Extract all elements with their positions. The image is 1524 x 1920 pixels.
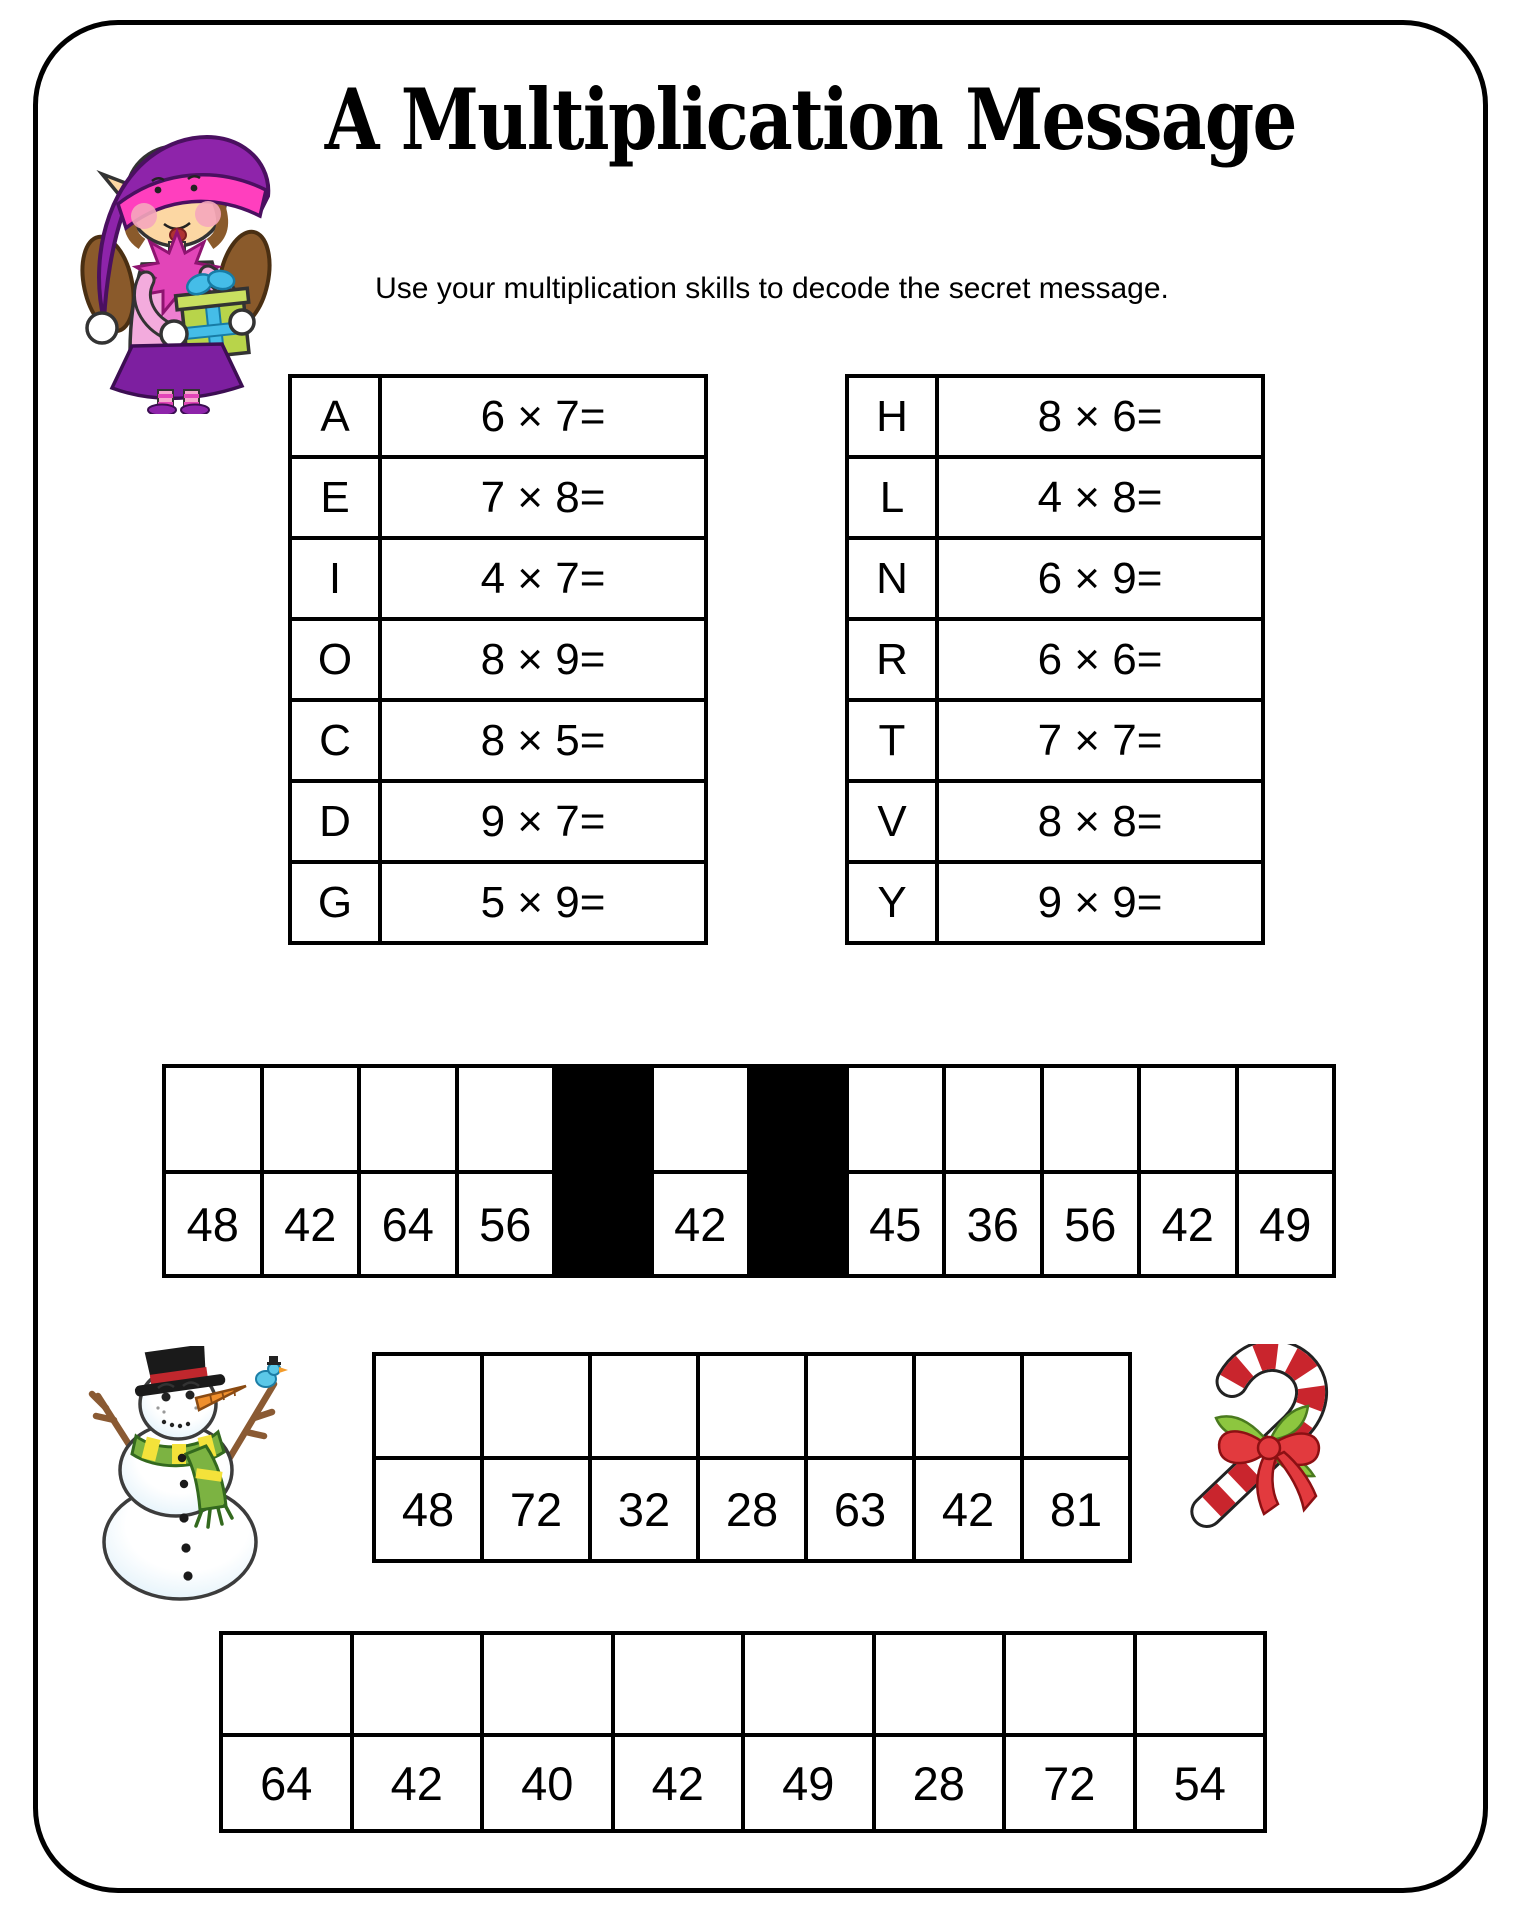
clue-number: 63 xyxy=(806,1458,914,1561)
clue-number: 28 xyxy=(874,1735,1005,1831)
legend-row xyxy=(290,538,706,619)
candy-cane-icon xyxy=(1172,1344,1367,1549)
legend-letter: O xyxy=(290,619,380,700)
legend-row xyxy=(847,538,1263,619)
clue-number: 48 xyxy=(374,1458,482,1561)
answer-cell[interactable] xyxy=(482,1633,613,1735)
legend-row xyxy=(290,862,706,943)
bird-icon xyxy=(256,1356,288,1387)
elf-mitten-left xyxy=(161,321,187,347)
answer-cell[interactable] xyxy=(590,1354,698,1458)
clue-number: 56 xyxy=(457,1172,555,1276)
worksheet-title: A Multiplication Message xyxy=(324,70,1296,169)
legend-expression: 6 × 6= xyxy=(937,619,1263,700)
answer-cell[interactable] xyxy=(482,1354,590,1458)
legend-row xyxy=(847,457,1263,538)
answer-cell[interactable] xyxy=(1042,1066,1140,1172)
clue-number: 81 xyxy=(1022,1458,1130,1561)
legend-letter: G xyxy=(290,862,380,943)
legend-row xyxy=(290,376,706,457)
legend-row xyxy=(847,781,1263,862)
answer-cell[interactable] xyxy=(698,1354,806,1458)
legend-letter: Y xyxy=(847,862,937,943)
legend-letter: C xyxy=(290,700,380,781)
legend-letter: L xyxy=(847,457,937,538)
answer-cell[interactable] xyxy=(457,1066,555,1172)
elf-skirt xyxy=(112,344,242,398)
word-separator-cell xyxy=(554,1066,652,1276)
answer-cell[interactable] xyxy=(806,1354,914,1458)
legend-letter: A xyxy=(290,376,380,457)
clue-number: 45 xyxy=(847,1172,945,1276)
answer-cell[interactable] xyxy=(1022,1354,1130,1458)
legend-expression: 8 × 9= xyxy=(380,619,706,700)
legend-row xyxy=(847,700,1263,781)
legend-letter: D xyxy=(290,781,380,862)
clue-number: 54 xyxy=(1135,1735,1266,1831)
clue-number: 28 xyxy=(698,1458,806,1561)
answer-grid-line1 xyxy=(162,1064,1336,1278)
clue-number: 40 xyxy=(482,1735,613,1831)
answer-cell[interactable] xyxy=(874,1633,1005,1735)
legend-expression: 6 × 7= xyxy=(380,376,706,457)
clue-number: 32 xyxy=(590,1458,698,1561)
answer-cell[interactable] xyxy=(221,1633,352,1735)
legend-letter: V xyxy=(847,781,937,862)
answer-cell[interactable] xyxy=(359,1066,457,1172)
answer-cell[interactable] xyxy=(743,1633,874,1735)
legend-letter: H xyxy=(847,376,937,457)
word-separator-cell xyxy=(749,1066,847,1276)
legend-expression: 8 × 5= xyxy=(380,700,706,781)
legend-table-right xyxy=(845,374,1265,945)
clue-number: 42 xyxy=(352,1735,483,1831)
legend-expression: 4 × 8= xyxy=(937,457,1263,538)
answer-cell[interactable] xyxy=(1135,1633,1266,1735)
legend-row xyxy=(847,619,1263,700)
answer-grid-line3 xyxy=(219,1631,1267,1833)
answer-cell[interactable] xyxy=(1237,1066,1335,1172)
clue-number: 42 xyxy=(613,1735,744,1831)
answer-cell[interactable] xyxy=(374,1354,482,1458)
clue-number: 42 xyxy=(914,1458,1022,1561)
elf-girl-icon xyxy=(66,84,286,414)
clue-number: 49 xyxy=(1237,1172,1335,1276)
legend-letter: E xyxy=(290,457,380,538)
clue-number: 48 xyxy=(164,1172,262,1276)
legend-letter: I xyxy=(290,538,380,619)
legend-expression: 6 × 9= xyxy=(937,538,1263,619)
clue-number: 56 xyxy=(1042,1172,1140,1276)
answer-cell[interactable] xyxy=(352,1633,483,1735)
elf-hat-pom xyxy=(87,313,117,343)
legend-letter: N xyxy=(847,538,937,619)
legend-table-left xyxy=(288,374,708,945)
legend-expression: 5 × 9= xyxy=(380,862,706,943)
clue-number: 42 xyxy=(652,1172,750,1276)
answer-grid-line2 xyxy=(372,1352,1132,1563)
legend-expression: 9 × 7= xyxy=(380,781,706,862)
snowman-icon xyxy=(78,1346,293,1601)
answer-cell[interactable] xyxy=(944,1066,1042,1172)
legend-expression: 7 × 8= xyxy=(380,457,706,538)
answer-cell[interactable] xyxy=(847,1066,945,1172)
clue-number: 36 xyxy=(944,1172,1042,1276)
legend-expression: 8 × 8= xyxy=(937,781,1263,862)
legend-letter: R xyxy=(847,619,937,700)
instructions-text: Use your multiplication skills to decode the secret message. xyxy=(375,272,1169,305)
answer-cell[interactable] xyxy=(914,1354,1022,1458)
clue-number: 49 xyxy=(743,1735,874,1831)
answer-cell[interactable] xyxy=(1004,1633,1135,1735)
legend-expression: 8 × 6= xyxy=(937,376,1263,457)
legend-expression: 4 × 7= xyxy=(380,538,706,619)
legend-row xyxy=(290,457,706,538)
legend-row xyxy=(847,376,1263,457)
legend-row xyxy=(290,700,706,781)
answer-cell[interactable] xyxy=(652,1066,750,1172)
legend-letter: T xyxy=(847,700,937,781)
elf-mitten-right xyxy=(230,310,254,334)
answer-cell[interactable] xyxy=(164,1066,262,1172)
answer-cell[interactable] xyxy=(262,1066,360,1172)
legend-expression: 9 × 9= xyxy=(937,862,1263,943)
legend-row xyxy=(290,619,706,700)
clue-number: 72 xyxy=(1004,1735,1135,1831)
legend-expression: 7 × 7= xyxy=(937,700,1263,781)
clue-number: 64 xyxy=(221,1735,352,1831)
clue-number: 42 xyxy=(1139,1172,1237,1276)
clue-number: 64 xyxy=(359,1172,457,1276)
legend-row xyxy=(847,862,1263,943)
clue-number: 72 xyxy=(482,1458,590,1561)
answer-cell[interactable] xyxy=(613,1633,744,1735)
clue-number: 42 xyxy=(262,1172,360,1276)
answer-cell[interactable] xyxy=(1139,1066,1237,1172)
legend-row xyxy=(290,781,706,862)
